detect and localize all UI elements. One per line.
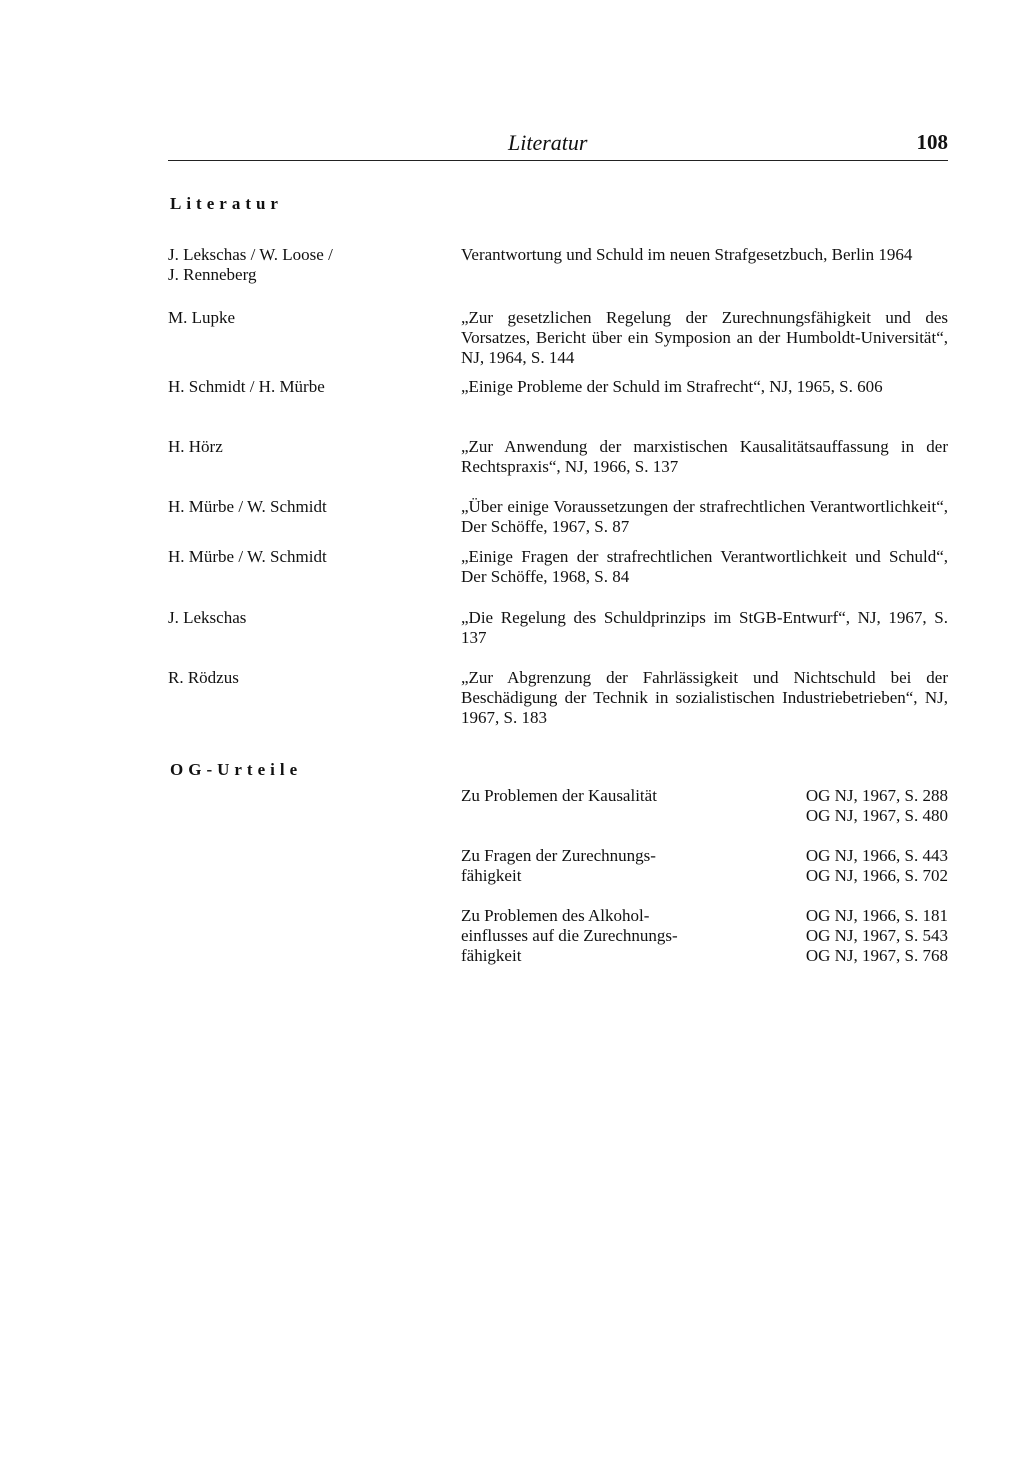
page-header [168, 124, 948, 164]
og-topic: Zu Problemen der Kausalität [461, 786, 657, 805]
literature-title: „Zur gesetzlichen Regelung der Zurechnungsfähigkeit und des Vorsatzes, Bericht über ein Symposion an der Humboldt-Universität“, NJ, 1964, S. 144 [461, 308, 948, 367]
og-reference: OG NJ, 1967, S. 543 [805, 926, 948, 945]
literature-title: „Zur Anwendung der marxistischen Kausalitätsauffassung in der Rechtspraxis“, NJ, 1966, S. 137 [461, 437, 948, 476]
og-references [787, 786, 948, 826]
literature-title: „Einige Probleme der Schuld im Strafrecht“, NJ, 1965, S. 606 [461, 377, 883, 396]
og-urteile-heading: OG-Urteile [170, 760, 303, 779]
og-references [787, 846, 948, 886]
literature-author: J. Lekschas / W. Loose / J. Renneberg [168, 245, 333, 284]
running-title: Literatur [508, 130, 588, 155]
literature-author: J. Lekschas [168, 608, 247, 627]
literature-title: „Über einige Voraussetzungen der strafrechtlichen Verantwortlichkeit“, Der Schöffe, 1967, S. 87 [461, 497, 948, 536]
literature-author: H. Mürbe / W. Schmidt [168, 547, 327, 566]
literature-title: „Einige Fragen der strafrechtlichen Verantwortlichkeit und Schuld“, Der Schöffe, 1968, S. 84 [461, 547, 948, 586]
og-reference: OG NJ, 1966, S. 181 [805, 906, 948, 925]
literature-author: H. Hörz [168, 437, 223, 456]
header-rule [168, 160, 948, 161]
literature-heading: Literatur [170, 194, 283, 213]
og-reference: OG NJ, 1967, S. 768 [805, 946, 948, 965]
literature-title: „Zur Abgrenzung der Fahrlässigkeit und Nichtschuld bei der Beschädigung der Technik in sozialistischen Industriebetrieben“, NJ, 1967, S. 183 [461, 668, 948, 727]
literature-author: M. Lupke [168, 308, 236, 327]
literature-author: R. Rödzus [168, 668, 239, 687]
og-reference: OG NJ, 1967, S. 288 [805, 786, 948, 805]
og-reference: OG NJ, 1966, S. 443 [805, 846, 948, 865]
og-topic: Zu Fragen der Zurechnungs- fähigkeit [461, 846, 656, 885]
literature-author: H. Schmidt / H. Mürbe [168, 377, 325, 396]
og-topic: Zu Problemen des Alkohol- einflusses auf die Zurechnungs- fähigkeit [461, 906, 678, 965]
og-references [787, 906, 948, 966]
literature-title: Verantwortung und Schuld im neuen Strafgesetzbuch, Berlin 1964 [461, 245, 913, 264]
literature-title: „Die Regelung des Schuldprinzips im StGB-Entwurf“, NJ, 1967, S. 137 [461, 608, 948, 647]
literature-author: H. Mürbe / W. Schmidt [168, 497, 327, 516]
page-number: 108 [916, 130, 948, 154]
og-reference: OG NJ, 1966, S. 702 [805, 866, 948, 885]
og-reference: OG NJ, 1967, S. 480 [805, 806, 948, 825]
